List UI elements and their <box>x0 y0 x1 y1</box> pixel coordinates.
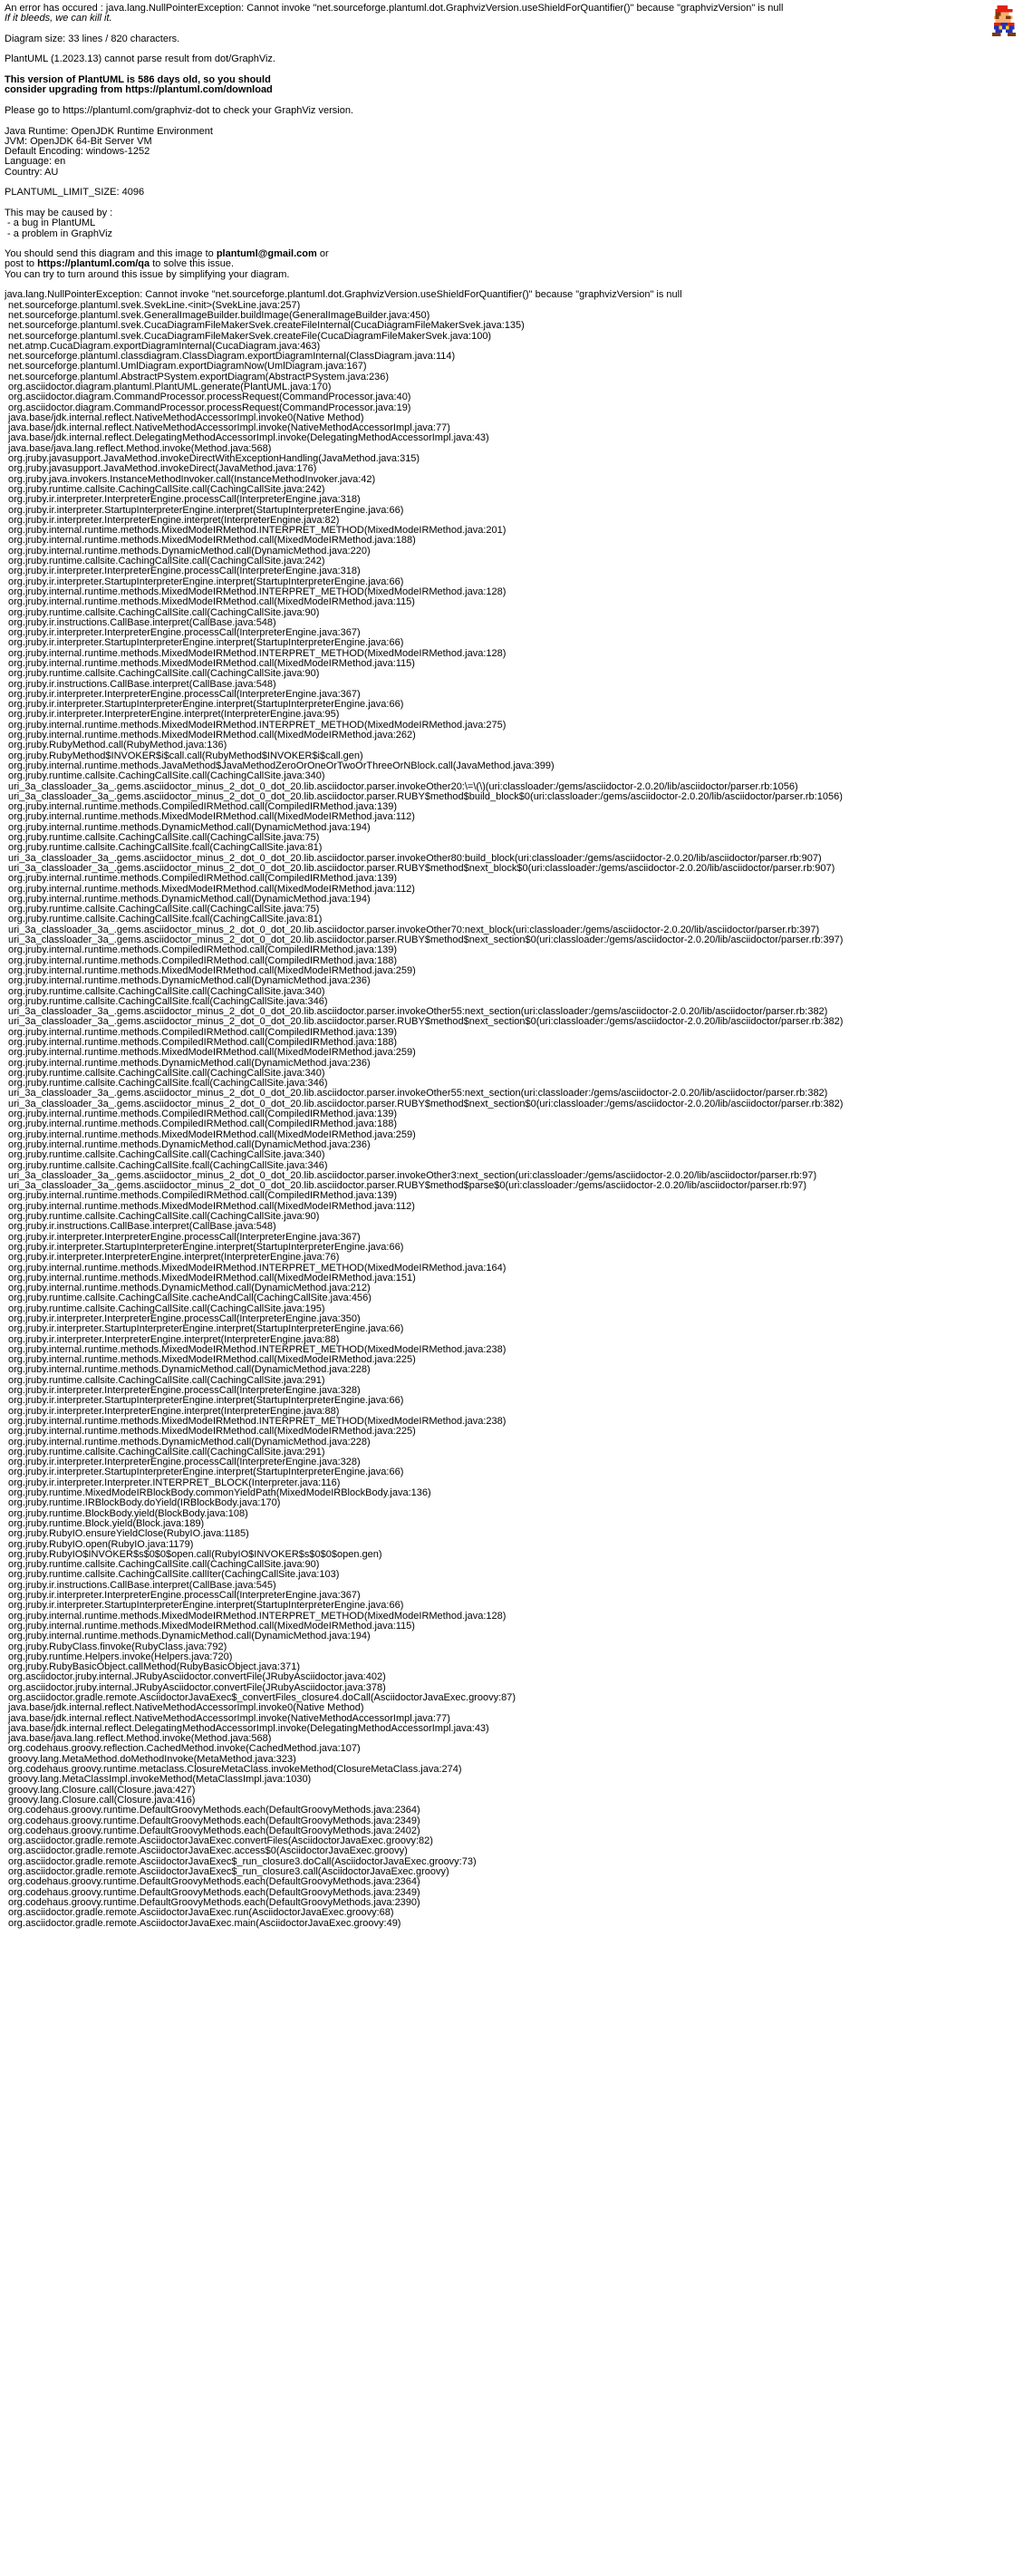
stack-frame: org.jruby.ir.interpreter.InterpreterEngine.interpret(InterpreterEngine.java:82) <box>8 514 340 526</box>
pixel-mascot-icon <box>990 5 1018 36</box>
stack-frame: org.jruby.ir.interpreter.StartupInterpreterEngine.interpret(StartupInterpreterEngine.java:66) <box>8 1241 404 1253</box>
stack-frame: net.sourceforge.plantuml.svek.GeneralImageBuilder.buildImage(GeneralImageBuilder.java:450) <box>8 309 430 321</box>
stack-frame: org.jruby.internal.runtime.methods.MixedModeIRMethod.call(MixedModeIRMethod.java:115) <box>8 596 415 608</box>
stack-frame: org.asciidoctor.diagram.plantuml.PlantUML.generate(PlantUML.java:170) <box>8 381 332 392</box>
stack-frame: org.jruby.runtime.callsite.CachingCallSite.call(CachingCallSite.java:75) <box>8 904 320 915</box>
stack-frame: org.jruby.internal.runtime.methods.MixedModeIRMethod.call(MixedModeIRMethod.java:112) <box>8 883 415 895</box>
stack-frame: org.codehaus.groovy.runtime.DefaultGroovyMethods.each(DefaultGroovyMethods.java:2390) <box>8 1896 420 1908</box>
stack-frame: org.jruby.runtime.callsite.CachingCallSite.fcall(CachingCallSite.java:346) <box>8 1159 328 1171</box>
stack-frame: org.jruby.runtime.callsite.CachingCallSite.call(CachingCallSite.java:291) <box>8 1374 325 1386</box>
stack-frame: org.jruby.ir.interpreter.StartupInterpreterEngine.interpret(StartupInterpreterEngine.java:66) <box>8 576 404 587</box>
stack-frame: org.jruby.internal.runtime.methods.MixedModeIRMethod.INTERPRET_METHOD(MixedModeIRMethod.java:201) <box>8 525 507 537</box>
stack-frame: groovy.lang.Closure.call(Closure.java:416) <box>8 1794 196 1806</box>
spacer <box>5 178 965 188</box>
stack-frame: java.base/jdk.internal.reflect.NativeMethodAccessorImpl.invoke(NativeMethodAccessorImpl.java:77) <box>8 1712 450 1724</box>
stack-frame: org.jruby.runtime.callsite.CachingCallSite.call(CachingCallSite.java:195) <box>8 1303 325 1314</box>
send-text: or <box>316 248 329 260</box>
stack-frame: org.jruby.runtime.callsite.CachingCallSite.fcall(CachingCallSite.java:346) <box>8 995 328 1007</box>
stack-frame: org.jruby.RubyIO.ensureYieldClose(RubyIO.java:1185) <box>8 1528 249 1540</box>
stack-frame: org.jruby.internal.runtime.methods.MixedModeIRMethod.INTERPRET_METHOD(MixedModeIRMethod.java:164) <box>8 1262 507 1273</box>
stack-frame: org.asciidoctor.diagram.CommandProcessor.processRequest(CommandProcessor.java:19) <box>8 402 411 413</box>
stack-frame: org.jruby.internal.runtime.methods.CompiledIRMethod.call(CompiledIRMethod.java:139) <box>8 1190 397 1202</box>
send-text: post to <box>5 258 38 270</box>
stack-frame: uri_3a_classloader_3a_.gems.asciidoctor_minus_2_dot_0_dot_20.lib.asciidoctor.parser.RUBY$method$next_block$0(uri:classloader:/gems/asciidoctor-2.0.20/lib/asciidoctor/parser.rb:907) <box>8 862 835 874</box>
stack-frame: org.jruby.ir.interpreter.StartupInterpreterEngine.interpret(StartupInterpreterEngine.java:66) <box>8 504 404 516</box>
stack-frame: org.jruby.runtime.MixedModeIRBlockBody.commonYieldPath(MixedModeIRBlockBody.java:136) <box>8 1487 431 1499</box>
exception-line: java.lang.NullPointerException: Cannot invoke "net.sourceforge.plantuml.dot.GraphvizVersion.useShieldForQuantifier()" because "graphvizVersion" is null <box>5 289 682 301</box>
stack-frame: uri_3a_classloader_3a_.gems.asciidoctor_minus_2_dot_0_dot_20.lib.asciidoctor.parser.invokeOther80:build_block(uri:classloader:/gems/asciidoctor-2.0.20/lib/asciidoctor/parser.rb:907) <box>8 852 822 864</box>
stack-frame: org.jruby.internal.runtime.methods.MixedModeIRMethod.INTERPRET_METHOD(MixedModeIRMethod.java:128) <box>8 586 507 597</box>
stack-frame: org.jruby.internal.runtime.methods.CompiledIRMethod.call(CompiledIRMethod.java:139) <box>8 944 397 956</box>
stack-frame: org.jruby.ir.interpreter.StartupInterpreterEngine.interpret(StartupInterpreterEngine.java:66) <box>8 1323 404 1335</box>
stack-frame: uri_3a_classloader_3a_.gems.asciidoctor_minus_2_dot_0_dot_20.lib.asciidoctor.parser.invokeOther70:next_block(uri:classloader:/gems/asciidoctor-2.0.20/lib/asciidoctor/parser.rb:397) <box>8 924 820 935</box>
stack-frame: org.jruby.javasupport.JavaMethod.invokeDirect(JavaMethod.java:176) <box>8 463 317 475</box>
stack-frame: org.jruby.ir.interpreter.StartupInterpreterEngine.interpret(StartupInterpreterEngine.java:66) <box>8 1395 404 1407</box>
stack-frame: org.jruby.ir.interpreter.InterpreterEngine.processCall(InterpreterEngine.java:318) <box>8 494 361 506</box>
stack-frame: java.base/jdk.internal.reflect.DelegatingMethodAccessorImpl.invoke(DelegatingMethodAccessorImpl.java:43) <box>8 432 489 444</box>
stack-frame: org.jruby.runtime.callsite.CachingCallSite.fcall(CachingCallSite.java:81) <box>8 842 323 854</box>
support-email: plantuml@gmail.com <box>216 248 317 260</box>
country: Country: AU <box>5 166 59 178</box>
stack-frame: org.jruby.runtime.callsite.CachingCallSite.call(CachingCallSite.java:90) <box>8 1211 320 1223</box>
stack-frame: org.jruby.internal.runtime.methods.CompiledIRMethod.call(CompiledIRMethod.java:139) <box>8 1026 397 1038</box>
bleed-note: If it bleeds, we can kill it. <box>5 13 112 24</box>
stack-trace <box>5 301 965 1929</box>
limit-size: PLANTUML_LIMIT_SIZE: 4096 <box>5 187 145 199</box>
error-page <box>5 4 965 1929</box>
stack-frame: uri_3a_classloader_3a_.gems.asciidoctor_minus_2_dot_0_dot_20.lib.asciidoctor.parser.invokeOther55:next_section(uri:classloader:/gems/asciidoctor-2.0.20/lib/asciidoctor/parser.rb:382) <box>8 1088 828 1099</box>
stack-frame: net.sourceforge.plantuml.UmlDiagram.exportDiagramNow(UmlDiagram.java:167) <box>8 361 367 373</box>
stack-frame: org.jruby.internal.runtime.methods.MixedModeIRMethod.call(MixedModeIRMethod.java:225) <box>8 1426 416 1438</box>
spacer <box>5 116 965 126</box>
stack-frame: uri_3a_classloader_3a_.gems.asciidoctor_minus_2_dot_0_dot_20.lib.asciidoctor.parser.RUBY$method$build_block$0(uri:classloader:/gems/asciidoctor-2.0.20/lib/asciidoctor/parser.rb:1056) <box>8 790 843 802</box>
stack-frame: org.jruby.runtime.callsite.CachingCallSite.call(CachingCallSite.java:90) <box>8 1559 320 1571</box>
stack-frame: org.asciidoctor.gradle.remote.AsciidoctorJavaExec$_run_closure3.call(AsciidoctorJavaExec.groovy) <box>8 1866 449 1878</box>
stack-frame: net.sourceforge.plantuml.svek.CucaDiagramFileMakerSvek.createFileInternal(CucaDiagramFileMakerSvek.java:135) <box>8 320 525 332</box>
stack-frame: net.atmp.CucaDiagram.exportDiagramInternal(CucaDiagram.java:463) <box>8 340 321 352</box>
stack-frame: org.jruby.internal.runtime.methods.MixedModeIRMethod.call(MixedModeIRMethod.java:151) <box>8 1272 416 1283</box>
stack-frame: org.jruby.internal.runtime.methods.DynamicMethod.call(DynamicMethod.java:228) <box>8 1436 371 1448</box>
stack-frame: org.jruby.runtime.callsite.CachingCallSite.fcall(CachingCallSite.java:81) <box>8 914 323 925</box>
stack-frame: org.jruby.internal.runtime.methods.DynamicMethod.call(DynamicMethod.java:236) <box>8 1138 371 1150</box>
stack-frame: org.jruby.internal.runtime.methods.DynamicMethod.call(DynamicMethod.java:236) <box>8 1057 371 1069</box>
stack-frame: org.jruby.internal.runtime.methods.MixedModeIRMethod.INTERPRET_METHOD(MixedModeIRMethod.java:128) <box>8 647 507 659</box>
stack-frame: org.jruby.java.invokers.InstanceMethodInvoker.call(InstanceMethodInvoker.java:42) <box>8 473 376 485</box>
send-line-3: You can try to turn around this issue by simplifying your diagram. <box>5 268 290 280</box>
stack-frame: java.base/jdk.internal.reflect.NativeMethodAccessorImpl.invoke0(Native Method) <box>8 1702 364 1714</box>
stack-frame: org.jruby.runtime.callsite.CachingCallSite.call(CachingCallSite.java:340) <box>8 1149 325 1161</box>
default-encoding: Default Encoding: windows-1252 <box>5 146 150 158</box>
stack-frame: groovy.lang.Closure.call(Closure.java:427) <box>8 1784 196 1796</box>
stack-frame: org.jruby.internal.runtime.methods.DynamicMethod.call(DynamicMethod.java:194) <box>8 893 371 905</box>
stack-frame: org.jruby.internal.runtime.methods.CompiledIRMethod.call(CompiledIRMethod.java:188) <box>8 1119 397 1130</box>
stack-frame: org.jruby.RubyMethod.call(RubyMethod.java:136) <box>8 740 227 751</box>
stack-frame: uri_3a_classloader_3a_.gems.asciidoctor_minus_2_dot_0_dot_20.lib.asciidoctor.parser.RUBY$method$next_section$0(uri:classloader:/gems/asciidoctor-2.0.20/lib/asciidoctor/parser.rb:382) <box>8 1098 844 1109</box>
stack-frame: org.jruby.runtime.callsite.CachingCallSite.call(CachingCallSite.java:340) <box>8 1067 325 1079</box>
stack-frame: org.jruby.RubyMethod$INVOKER$i$call.call(RubyMethod$INVOKER$i$call.gen) <box>8 750 363 761</box>
spacer <box>5 199 965 208</box>
stack-frame: org.jruby.ir.interpreter.Interpreter.INTERPRET_BLOCK(Interpreter.java:116) <box>8 1477 341 1488</box>
stack-frame: java.base/java.lang.reflect.Method.invoke(Method.java:568) <box>8 442 272 454</box>
stack-frame: net.sourceforge.plantuml.svek.CucaDiagramFileMakerSvek.createFile(CucaDiagramFileMakerSvek.java:100) <box>8 330 492 342</box>
stack-frame: org.jruby.runtime.callsite.CachingCallSite.call(CachingCallSite.java:75) <box>8 832 320 844</box>
stack-frame: org.codehaus.groovy.runtime.DefaultGroovyMethods.each(DefaultGroovyMethods.java:2349) <box>8 1886 420 1898</box>
stack-frame: org.jruby.runtime.IRBlockBody.doYield(IRBlockBody.java:170) <box>8 1497 281 1509</box>
stack-frame: org.asciidoctor.jruby.internal.JRubyAsciidoctor.convertFile(JRubyAsciidoctor.java:402) <box>8 1671 386 1683</box>
stack-frame: org.jruby.runtime.Block.yield(Block.java:189) <box>8 1517 205 1529</box>
stack-frame: org.jruby.ir.instructions.CallBase.interpret(CallBase.java:548) <box>8 1221 276 1233</box>
stack-frame: org.jruby.internal.runtime.methods.CompiledIRMethod.call(CompiledIRMethod.java:139) <box>8 1109 397 1120</box>
stack-frame: java.base/jdk.internal.reflect.NativeMethodAccessorImpl.invoke0(Native Method) <box>8 412 364 423</box>
stack-frame: org.jruby.runtime.callsite.CachingCallSite.call(CachingCallSite.java:291) <box>8 1446 325 1457</box>
stack-frame: org.jruby.runtime.callsite.CachingCallSite.call(CachingCallSite.java:90) <box>8 668 320 680</box>
stack-frame: uri_3a_classloader_3a_.gems.asciidoctor_minus_2_dot_0_dot_20.lib.asciidoctor.parser.invokeOther3:next_section(uri:classloader:/gems/asciidoctor-2.0.20/lib/asciidoctor/parser.rb:97) <box>8 1169 817 1181</box>
stack-frame: org.jruby.internal.runtime.methods.MixedModeIRMethod.call(MixedModeIRMethod.java:112) <box>8 811 415 823</box>
old-version-line-2: consider upgrading from https://plantuml.com/download <box>5 84 273 96</box>
stack-frame: uri_3a_classloader_3a_.gems.asciidoctor_minus_2_dot_0_dot_20.lib.asciidoctor.parser.RUBY$method$parse$0(uri:classloader:/gems/asciidoctor-2.0.20/lib/asciidoctor/parser.rb:97) <box>8 1180 807 1192</box>
stack-frame: org.jruby.internal.runtime.methods.MixedModeIRMethod.INTERPRET_METHOD(MixedModeIRMethod.java:275) <box>8 719 507 731</box>
stack-frame: org.jruby.ir.interpreter.InterpreterEngine.processCall(InterpreterEngine.java:350) <box>8 1313 361 1324</box>
stack-frame: org.jruby.ir.instructions.CallBase.interpret(CallBase.java:548) <box>8 678 276 690</box>
java-runtime: Java Runtime: OpenJDK Runtime Environment <box>5 125 213 137</box>
stack-frame: org.asciidoctor.gradle.remote.AsciidoctorJavaExec$_run_closure3.doCall(AsciidoctorJavaExec.groovy:73) <box>8 1855 477 1867</box>
stack-frame: org.jruby.RubyIO.open(RubyIO.java:1179) <box>8 1538 194 1550</box>
stack-frame: org.jruby.ir.interpreter.InterpreterEngine.interpret(InterpreterEngine.java:76) <box>8 1252 340 1264</box>
stack-frame: org.asciidoctor.gradle.remote.AsciidoctorJavaExec.convertFiles(AsciidoctorJavaExec.groovy:82) <box>8 1835 433 1847</box>
cause-2: - a problem in GraphViz <box>5 228 113 239</box>
stack-frame: org.jruby.javasupport.JavaMethod.invokeDirectWithExceptionHandling(JavaMethod.java:315) <box>8 453 420 465</box>
stack-frame: uri_3a_classloader_3a_.gems.asciidoctor_minus_2_dot_0_dot_20.lib.asciidoctor.parser.invokeOther55:next_section(uri:classloader:/gems/asciidoctor-2.0.20/lib/asciidoctor/parser.rb:382) <box>8 1006 828 1018</box>
stack-frame: org.jruby.internal.runtime.methods.MixedModeIRMethod.INTERPRET_METHOD(MixedModeIRMethod.java:238) <box>8 1415 507 1427</box>
stack-frame: uri_3a_classloader_3a_.gems.asciidoctor_minus_2_dot_0_dot_20.lib.asciidoctor.parser.invokeOther20:\=\(\)(uri:classloader:/gems/asciidoctor-2.0.20/lib/asciidoctor/parser.rb:1056) <box>8 780 798 792</box>
stack-frame: org.jruby.runtime.BlockBody.yield(BlockBody.java:108) <box>8 1507 248 1519</box>
stack-frame: org.jruby.internal.runtime.methods.CompiledIRMethod.call(CompiledIRMethod.java:188) <box>8 954 397 966</box>
stack-frame: java.base/java.lang.reflect.Method.invoke(Method.java:568) <box>8 1733 272 1745</box>
diagram-size: Diagram size: 33 lines / 820 characters. <box>5 33 180 44</box>
stack-frame: org.jruby.internal.runtime.methods.MixedModeIRMethod.call(MixedModeIRMethod.java:188) <box>8 535 416 547</box>
stack-frame: org.jruby.internal.runtime.methods.MixedModeIRMethod.INTERPRET_METHOD(MixedModeIRMethod.java:238) <box>8 1343 507 1355</box>
stack-frame: java.base/jdk.internal.reflect.NativeMethodAccessorImpl.invoke(NativeMethodAccessorImpl.java:77) <box>8 422 450 434</box>
stack-frame: java.base/jdk.internal.reflect.DelegatingMethodAccessorImpl.invoke(DelegatingMethodAccessorImpl.java:43) <box>8 1722 489 1734</box>
parse-result: PlantUML (1.2023.13) cannot parse result from dot/GraphViz. <box>5 53 275 65</box>
stack-frame: org.jruby.runtime.Helpers.invoke(Helpers.java:720) <box>8 1651 233 1662</box>
stack-frame: org.jruby.internal.runtime.methods.DynamicMethod.call(DynamicMethod.java:194) <box>8 1631 371 1642</box>
language: Language: en <box>5 156 66 168</box>
stack-frame: org.jruby.internal.runtime.methods.MixedModeIRMethod.call(MixedModeIRMethod.java:112) <box>8 1200 415 1212</box>
stack-frame: org.jruby.internal.runtime.methods.MixedModeIRMethod.call(MixedModeIRMethod.java:225) <box>8 1354 416 1366</box>
jvm: JVM: OpenJDK 64-Bit Server VM <box>5 135 152 147</box>
stack-frame: org.jruby.runtime.callsite.CachingCallSite.call(CachingCallSite.java:340) <box>8 985 325 997</box>
stack-frame: org.jruby.ir.interpreter.StartupInterpreterEngine.interpret(StartupInterpreterEngine.java:66) <box>8 637 404 649</box>
stack-frame: org.asciidoctor.gradle.remote.AsciidoctorJavaExec.access$0(AsciidoctorJavaExec.groovy) <box>8 1845 408 1857</box>
stack-frame: org.jruby.internal.runtime.methods.DynamicMethod.call(DynamicMethod.java:194) <box>8 821 371 833</box>
stack-frame: org.jruby.RubyIO$INVOKER$s$0$0$open.call(RubyIO$INVOKER$s$0$0$open.gen) <box>8 1548 382 1560</box>
stack-frame: org.codehaus.groovy.reflection.CachedMethod.invoke(CachedMethod.java:107) <box>8 1743 361 1755</box>
stack-frame: org.jruby.internal.runtime.methods.DynamicMethod.call(DynamicMethod.java:228) <box>8 1364 371 1376</box>
stack-frame: org.jruby.ir.interpreter.InterpreterEngine.processCall(InterpreterEngine.java:328) <box>8 1385 361 1397</box>
stack-frame: uri_3a_classloader_3a_.gems.asciidoctor_minus_2_dot_0_dot_20.lib.asciidoctor.parser.RUBY$method$next_section$0(uri:classloader:/gems/asciidoctor-2.0.20/lib/asciidoctor/parser.rb:382) <box>8 1016 844 1028</box>
stack-frame: org.jruby.ir.interpreter.InterpreterEngine.interpret(InterpreterEngine.java:88) <box>8 1405 340 1417</box>
stack-frame: org.jruby.RubyClass.finvoke(RubyClass.java:792) <box>8 1641 227 1652</box>
stack-frame: groovy.lang.MetaClassImpl.invokeMethod(MetaClassImpl.java:1030) <box>8 1774 312 1786</box>
stack-frame: org.jruby.runtime.callsite.CachingCallSite.call(CachingCallSite.java:90) <box>8 606 320 618</box>
stack-frame: org.jruby.internal.runtime.methods.MixedModeIRMethod.call(MixedModeIRMethod.java:259) <box>8 964 416 976</box>
stack-frame: uri_3a_classloader_3a_.gems.asciidoctor_minus_2_dot_0_dot_20.lib.asciidoctor.parser.RUBY$method$next_section$0(uri:classloader:/gems/asciidoctor-2.0.20/lib/asciidoctor/parser.rb:397) <box>8 935 844 946</box>
stack-frame: org.jruby.ir.instructions.CallBase.interpret(CallBase.java:548) <box>8 616 276 628</box>
stack-frame: org.jruby.ir.instructions.CallBase.interpret(CallBase.java:545) <box>8 1579 276 1591</box>
stack-frame: net.sourceforge.plantuml.svek.SvekLine.<init>(SvekLine.java:257) <box>8 299 301 311</box>
stack-frame: org.jruby.internal.runtime.methods.CompiledIRMethod.call(CompiledIRMethod.java:188) <box>8 1036 397 1048</box>
stack-frame: org.jruby.internal.runtime.methods.MixedModeIRMethod.call(MixedModeIRMethod.java:115) <box>8 1620 415 1632</box>
cause-1: - a bug in PlantUML <box>5 218 96 229</box>
stack-frame: org.jruby.internal.runtime.methods.MixedModeIRMethod.call(MixedModeIRMethod.java:115) <box>8 658 415 669</box>
stack-frame: org.jruby.ir.interpreter.StartupInterpreterEngine.interpret(StartupInterpreterEngine.java:66) <box>8 1467 404 1478</box>
graphviz-check: Please go to https://plantuml.com/graphviz-dot to check your GraphViz version. <box>5 104 353 116</box>
stack-frame: org.asciidoctor.gradle.remote.AsciidoctorJavaExec.main(AsciidoctorJavaExec.groovy:49) <box>8 1917 401 1929</box>
stack-frame: org.jruby.internal.runtime.methods.MixedModeIRMethod.call(MixedModeIRMethod.java:259) <box>8 1128 416 1140</box>
stack-frame: org.jruby.internal.runtime.methods.MixedModeIRMethod.call(MixedModeIRMethod.java:262) <box>8 730 416 741</box>
stack-frame: groovy.lang.MetaMethod.doMethodInvoke(MetaMethod.java:323) <box>8 1753 296 1765</box>
stack-frame: org.jruby.internal.runtime.methods.JavaMethod$JavaMethodZeroOrOneOrTwoOrThreeOrNBlock.call(JavaMethod.java:399) <box>8 760 555 771</box>
stack-frame: org.jruby.runtime.callsite.CachingCallSite.cacheAndCall(CachingCallSite.java:456) <box>8 1293 372 1304</box>
stack-frame: org.jruby.ir.interpreter.InterpreterEngine.processCall(InterpreterEngine.java:318) <box>8 566 361 577</box>
stack-frame: org.jruby.ir.interpreter.InterpreterEngine.interpret(InterpreterEngine.java:95) <box>8 709 340 721</box>
stack-frame: org.jruby.runtime.callsite.CachingCallSite.callIter(CachingCallSite.java:103) <box>8 1569 340 1581</box>
stack-frame: org.jruby.ir.interpreter.InterpreterEngine.processCall(InterpreterEngine.java:367) <box>8 1231 361 1243</box>
stack-frame: org.jruby.ir.interpreter.InterpreterEngine.processCall(InterpreterEngine.java:328) <box>8 1457 361 1468</box>
stack-frame: org.asciidoctor.diagram.CommandProcessor.processRequest(CommandProcessor.java:40) <box>8 392 411 403</box>
stack-frame: org.jruby.ir.interpreter.InterpreterEngine.processCall(InterpreterEngine.java:367) <box>8 627 361 639</box>
stack-frame: org.jruby.runtime.callsite.CachingCallSite.fcall(CachingCallSite.java:346) <box>8 1078 328 1089</box>
stack-frame: org.jruby.runtime.callsite.CachingCallSite.call(CachingCallSite.java:340) <box>8 770 325 782</box>
stack-frame: org.jruby.ir.interpreter.InterpreterEngine.interpret(InterpreterEngine.java:88) <box>8 1333 340 1345</box>
qa-link: https://plantuml.com/qa <box>37 258 150 270</box>
stack-frame: org.jruby.internal.runtime.methods.CompiledIRMethod.call(CompiledIRMethod.java:139) <box>8 801 397 813</box>
stack-frame: org.jruby.internal.runtime.methods.MixedModeIRMethod.call(MixedModeIRMethod.java:259) <box>8 1047 416 1059</box>
stack-frame: org.jruby.runtime.callsite.CachingCallSite.call(CachingCallSite.java:242) <box>8 556 325 567</box>
caused-by: This may be caused by : <box>5 207 113 218</box>
stack-frame: org.jruby.internal.runtime.methods.MixedModeIRMethod.INTERPRET_METHOD(MixedModeIRMethod.java:128) <box>8 1610 507 1622</box>
stack-frame: org.jruby.ir.interpreter.InterpreterEngine.processCall(InterpreterEngine.java:367) <box>8 688 361 700</box>
stack-frame: org.asciidoctor.gradle.remote.AsciidoctorJavaExec.run(AsciidoctorJavaExec.groovy:68) <box>8 1907 394 1919</box>
stack-frame: org.codehaus.groovy.runtime.DefaultGroovyMethods.each(DefaultGroovyMethods.java:2402) <box>8 1825 420 1836</box>
stack-frame: org.jruby.ir.interpreter.InterpreterEngine.processCall(InterpreterEngine.java:367) <box>8 1590 361 1602</box>
stack-frame: org.jruby.ir.interpreter.StartupInterpreterEngine.interpret(StartupInterpreterEngine.java:66) <box>8 1600 404 1612</box>
send-text: You should send this diagram and this image to <box>5 248 217 260</box>
stack-frame: net.sourceforge.plantuml.AbstractPSystem.exportDiagram(AbstractPSystem.java:236) <box>8 371 390 383</box>
error-line: An error has occured : java.lang.NullPointerException: Cannot invoke "net.sourceforge.plantuml.dot.GraphvizVersion.useShieldForQuantifier()" because "graphvizVersion" is null <box>5 3 784 14</box>
stack-frame: net.sourceforge.plantuml.classdiagram.ClassDiagram.exportDiagramInternal(ClassDiagram.java:114) <box>8 351 456 363</box>
stack-frame: org.jruby.RubyBasicObject.callMethod(RubyBasicObject.java:371) <box>8 1661 300 1673</box>
stack-frame: org.jruby.internal.runtime.methods.DynamicMethod.call(DynamicMethod.java:220) <box>8 545 371 557</box>
stack-frame: org.asciidoctor.gradle.remote.AsciidoctorJavaExec$_convertFiles_closure4.doCall(AsciidoctorJavaExec.groovy:87) <box>8 1691 516 1703</box>
stack-frame: org.jruby.internal.runtime.methods.DynamicMethod.call(DynamicMethod.java:212) <box>8 1283 371 1294</box>
stack-frame: org.jruby.runtime.callsite.CachingCallSite.call(CachingCallSite.java:242) <box>8 483 325 495</box>
stack-frame: org.asciidoctor.jruby.internal.JRubyAsciidoctor.convertFile(JRubyAsciidoctor.java:378) <box>8 1681 386 1693</box>
old-version-line-1: This version of PlantUML is 586 days old, so you should <box>5 74 271 86</box>
stack-frame: org.jruby.internal.runtime.methods.CompiledIRMethod.call(CompiledIRMethod.java:139) <box>8 873 397 885</box>
stack-frame: org.codehaus.groovy.runtime.DefaultGroovyMethods.each(DefaultGroovyMethods.java:2364) <box>8 1876 420 1888</box>
stack-frame: org.codehaus.groovy.runtime.DefaultGroovyMethods.each(DefaultGroovyMethods.java:2364) <box>8 1805 420 1816</box>
send-text: to solve this issue. <box>150 258 235 270</box>
stack-frame: org.codehaus.groovy.runtime.metaclass.ClosureMetaClass.invokeMethod(ClosureMetaClass.java:274) <box>8 1764 462 1776</box>
stack-frame: org.codehaus.groovy.runtime.DefaultGroovyMethods.each(DefaultGroovyMethods.java:2349) <box>8 1815 420 1826</box>
stack-frame: org.jruby.internal.runtime.methods.DynamicMethod.call(DynamicMethod.java:236) <box>8 975 371 987</box>
stack-frame: org.jruby.ir.interpreter.StartupInterpreterEngine.interpret(StartupInterpreterEngine.java:66) <box>8 699 404 711</box>
